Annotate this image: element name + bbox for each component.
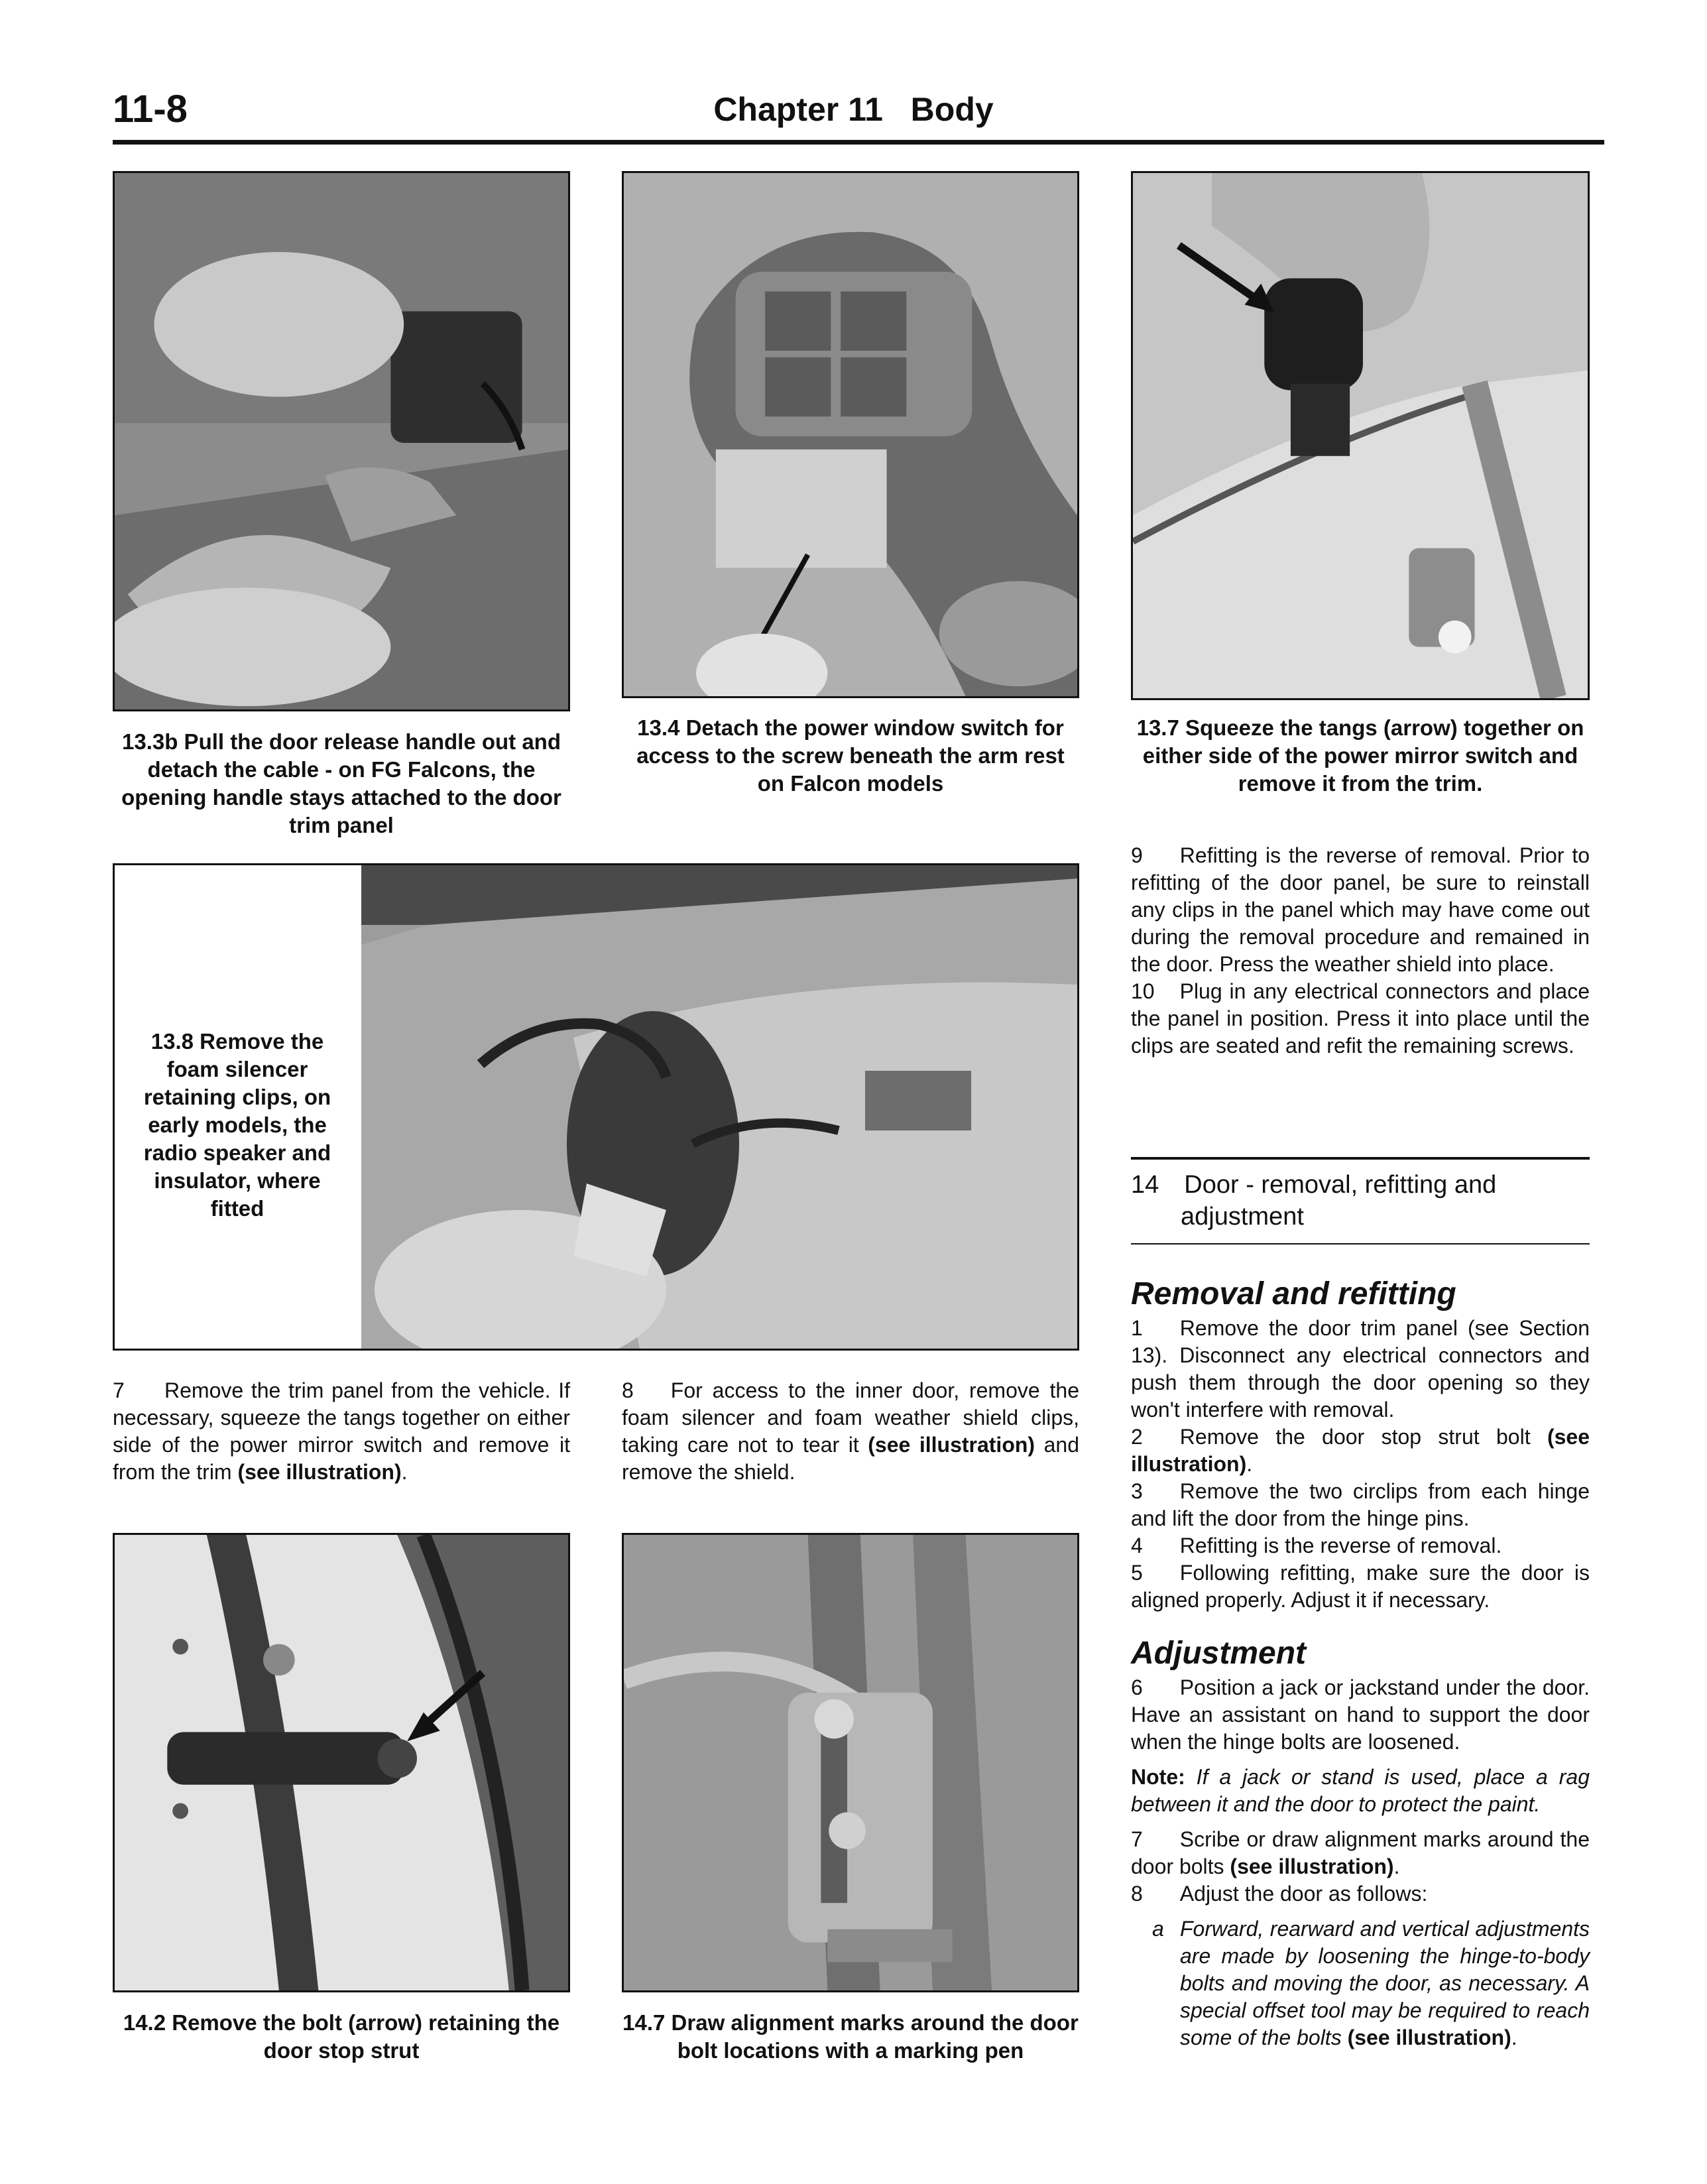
subhead-removal: Removal and refitting	[1131, 1276, 1456, 1311]
photo-13-3b	[113, 171, 570, 711]
step-number: 8	[1131, 1882, 1143, 1906]
removal-steps	[1131, 1315, 1590, 1614]
header-rule	[113, 140, 1604, 145]
adjustment-steps	[1131, 1674, 1590, 2051]
step-number: 4	[1131, 1534, 1143, 1557]
caption-13-7: 13.7 Squeeze the tangs (arrow) together on either side of the power mirror switch and remove it from the trim.	[1136, 715, 1584, 796]
paragraph-8	[622, 1377, 1079, 1486]
illustration-ref: (see illustration)	[1230, 1854, 1394, 1878]
photo-13-4	[622, 171, 1079, 698]
step-text: Remove the two circlips from each hinge and lift the door from the hinge pins.	[1131, 1479, 1590, 1530]
sub-step-letter: a	[1152, 1917, 1164, 1941]
photo-14-2	[113, 1533, 570, 1992]
illustration-ref: (see illustration)	[1347, 2026, 1511, 2049]
page-number: 11-8	[113, 88, 188, 131]
sub-step-text: Forward, rearward and vertical adjustments are made by loosening the hinge-to-body bolts and moving the door, as necessary. A special offset tool may be required to reach some of the bolts	[1180, 1917, 1590, 2049]
step-number: 5	[1131, 1561, 1143, 1585]
paragraph-text: Refitting is the reverse of removal. Prior to refitting of the door panel, be sure to reinstall any clips in the panel which may have come out during the removal procedure and remained in the door. Press the weather shield into place.	[1131, 843, 1590, 976]
note-text: If a jack or stand is used, place a rag between it and the door to protect the paint.	[1131, 1765, 1590, 1816]
caption-13-3b: 13.3b Pull the door release handle out and detach the cable - on FG Falcons, the opening handle stays attached to the door trim panel	[121, 729, 561, 837]
paragraph-number: 9	[1131, 843, 1143, 867]
step-end: .	[1393, 1854, 1400, 1878]
caption-13-4: 13.4 Detach the power window switch for access to the screw beneath the arm rest on Falcon models	[636, 715, 1065, 796]
step-number: 6	[1131, 1675, 1143, 1699]
section-rule	[1131, 1157, 1590, 1160]
section-heading	[1131, 1169, 1590, 1233]
step-text: Remove the door trim panel (see Section 13). Disconnect any electrical connectors and push them through the door opening so they won't interfere with removal.	[1131, 1316, 1590, 1422]
caption-13-8: 13.8 Remove the foam silencer retaining clips, on early models, the radio speaker and insulator, where fitted	[143, 1029, 331, 1221]
note-label: Note:	[1131, 1765, 1185, 1789]
step-text: Refitting is the reverse of removal.	[1179, 1534, 1502, 1557]
step-text: Following refitting, make sure the door is aligned properly. Adjust it if necessary.	[1131, 1561, 1590, 1612]
step-text: Scribe or draw alignment marks around the door bolts	[1131, 1827, 1590, 1878]
step-end: .	[1246, 1452, 1253, 1476]
section-rule-bottom	[1131, 1243, 1590, 1244]
paragraph-7: 7 Remove the trim panel from the vehicle. If necessary, squeeze the tangs together on either side of the power mirror switch and remove it from the trim (see illustration).	[113, 1378, 570, 1484]
section-number: 14	[1131, 1171, 1159, 1199]
illustration-ref: (see illustration)	[237, 1460, 402, 1484]
sub-step-end: .	[1511, 2026, 1517, 2049]
step-text: Remove the door stop strut bolt	[1179, 1425, 1547, 1449]
step-text: Position a jack or jackstand under the door. Have an assistant on hand to support the door when the hinge bolts are loosened.	[1131, 1675, 1590, 1754]
caption-14-2: 14.2 Remove the bolt (arrow) retaining the door stop strut	[123, 2010, 560, 2063]
photo-14-7	[622, 1533, 1079, 1992]
figure-13-8	[113, 863, 1079, 1351]
paragraph-end: .	[401, 1460, 408, 1484]
subhead-adjustment: Adjustment	[1131, 1636, 1306, 1671]
photo-13-8	[361, 865, 1077, 1349]
paragraph-number: 10	[1131, 979, 1155, 1003]
step-number: 7	[1131, 1827, 1143, 1851]
paragraph-9	[1131, 842, 1590, 1060]
photo-13-7	[1131, 171, 1590, 700]
step-number: 3	[1131, 1479, 1143, 1503]
illustration-ref: (see illustration)	[1131, 1425, 1590, 1476]
step-number: 2	[1131, 1425, 1143, 1449]
sub-step-a	[1131, 1915, 1590, 2051]
section-title: Door - removal, refitting and	[1184, 1171, 1497, 1199]
paragraph-end: and remove the shield.	[622, 1433, 1080, 1484]
paragraph-text: For access to the inner door, remove the foam silencer and foam weather shield clips, taking care not to tear it	[622, 1378, 1079, 1457]
paragraph-number: 8	[622, 1378, 634, 1402]
section-title-cont: adjustment	[1181, 1203, 1304, 1231]
step-text: Adjust the door as follows:	[1179, 1882, 1428, 1906]
caption-14-7: 14.7 Draw alignment marks around the door bolt locations with a marking pen	[622, 2010, 1079, 2063]
chapter-title: Chapter 11 Body	[713, 91, 994, 128]
step-number: 1	[1131, 1316, 1143, 1340]
paragraph-text: Remove the trim panel from the vehicle. If necessary, squeeze the tangs together on either side of the power mirror switch and remove it from the trim	[113, 1378, 570, 1484]
paragraph-text: Plug in any electrical connectors and place the panel in position. Press it into place until the clips are seated and refit the remaining screws.	[1131, 979, 1590, 1058]
illustration-ref: (see illustration)	[868, 1433, 1035, 1457]
